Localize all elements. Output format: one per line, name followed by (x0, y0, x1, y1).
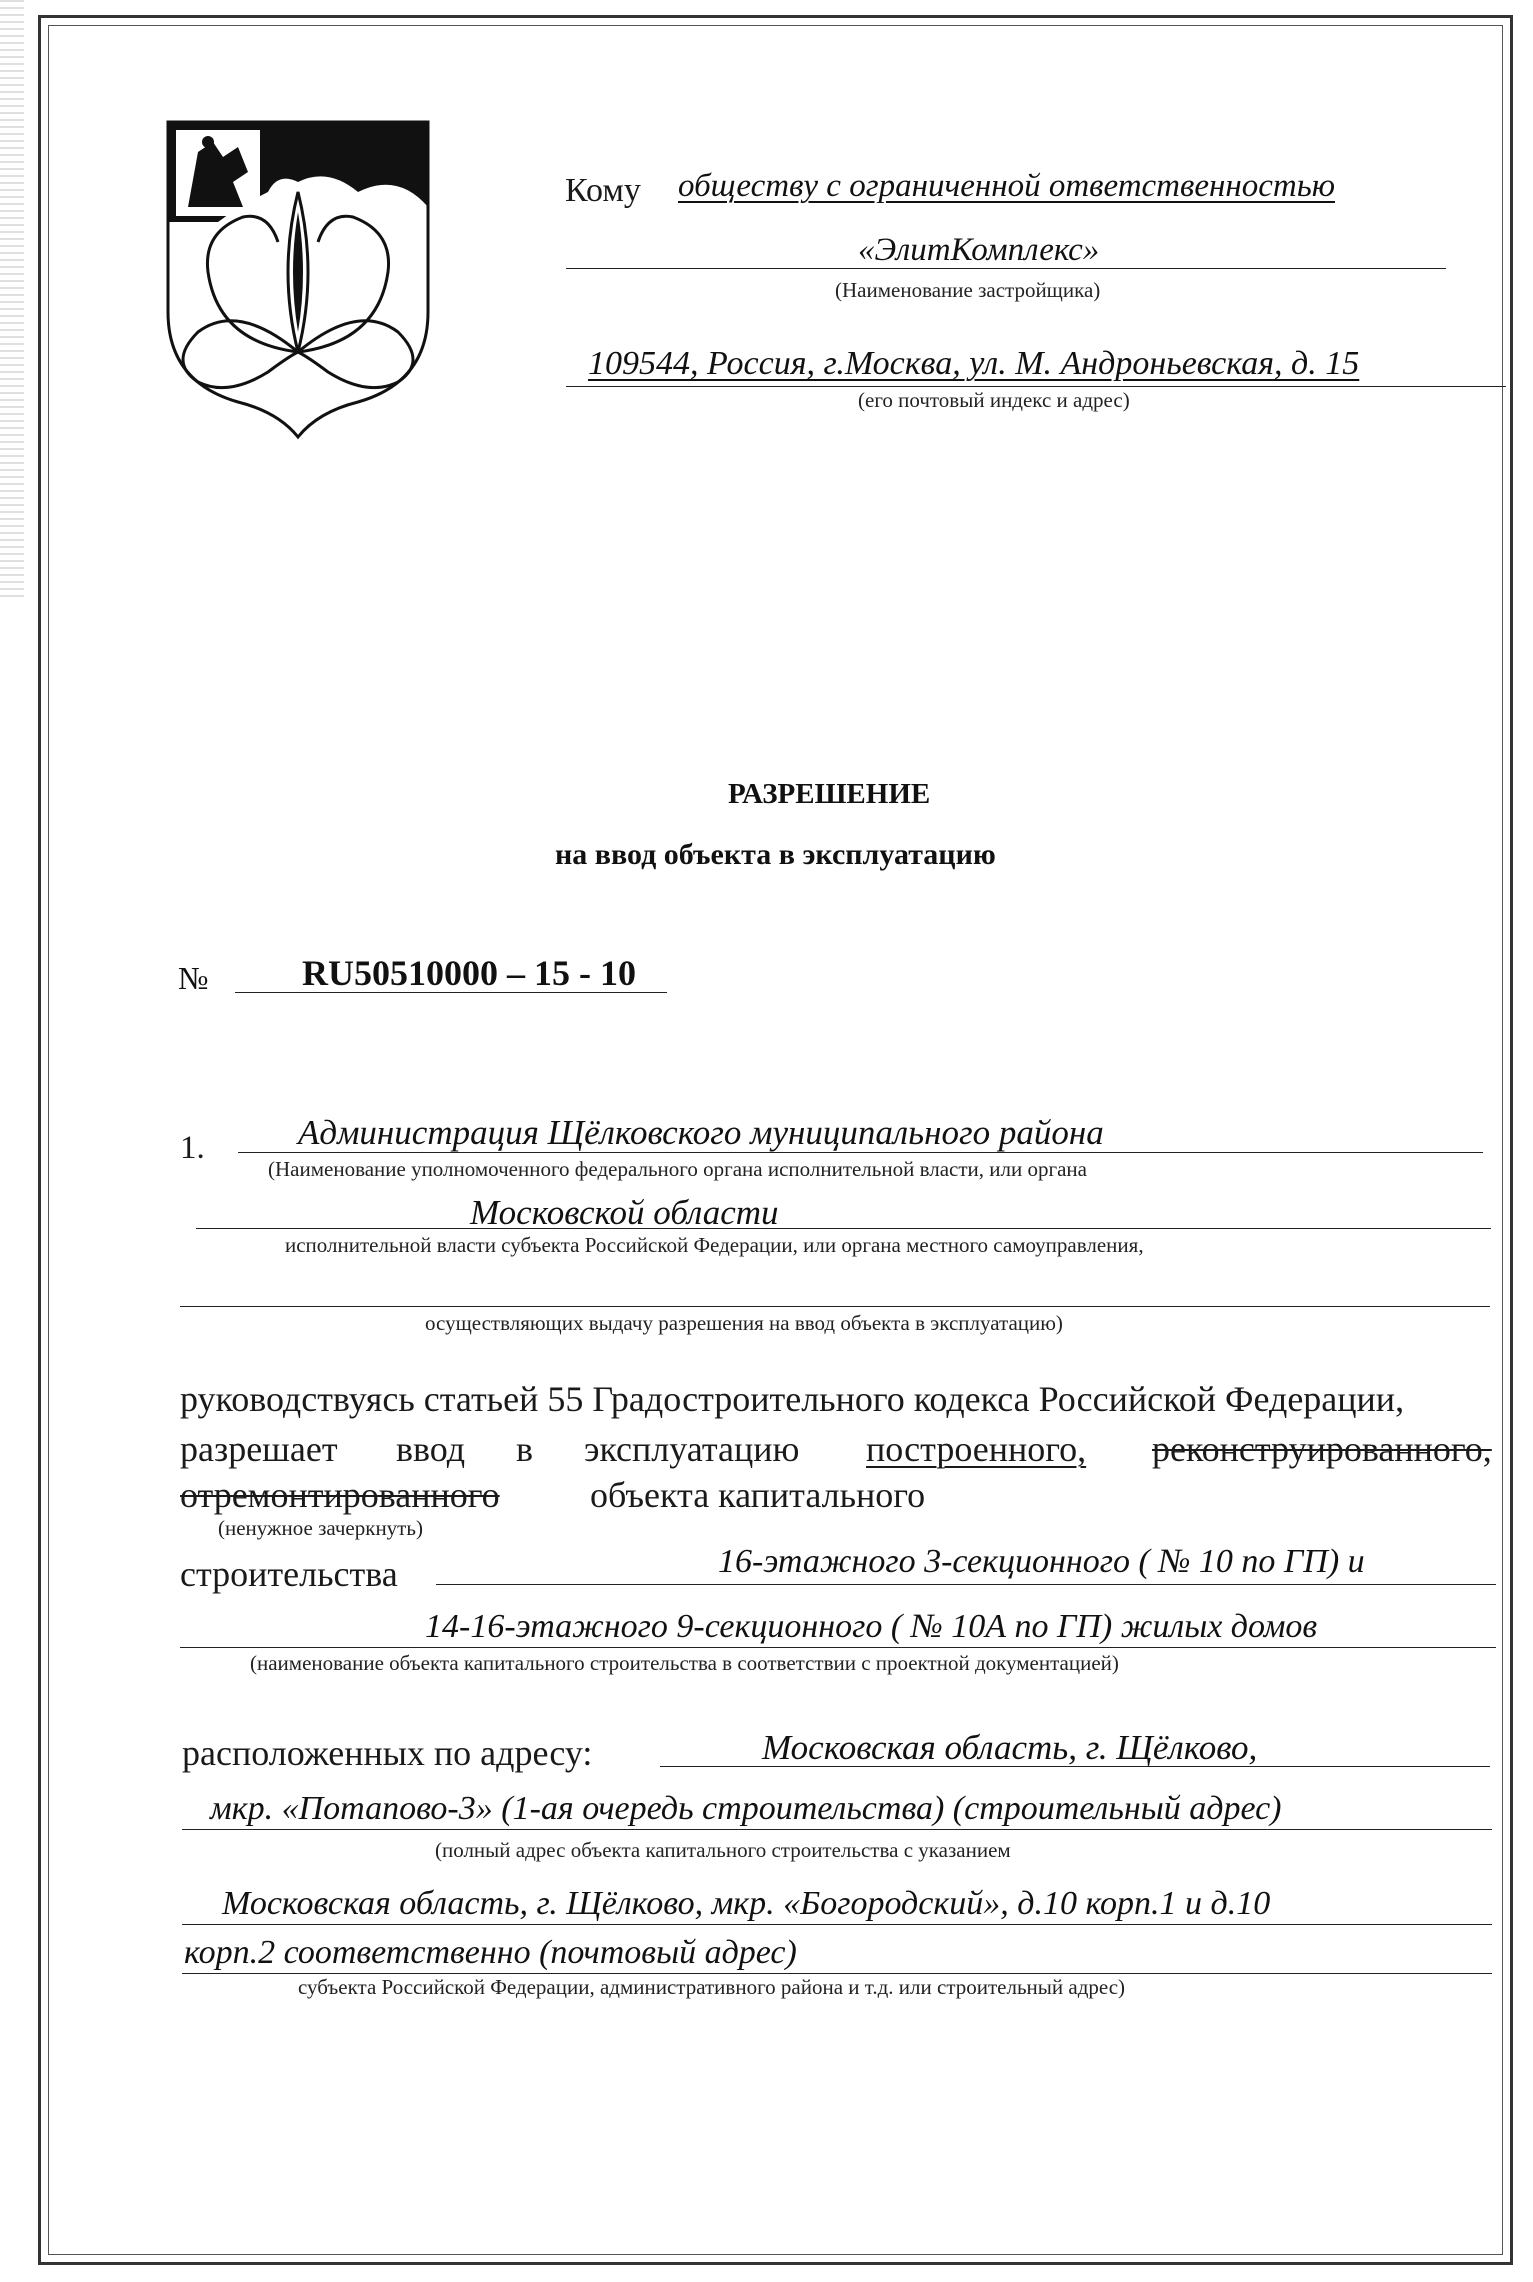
recipient-name-line2: «ЭлитКомплекс» (858, 232, 1100, 268)
komu-label: Кому (565, 172, 641, 209)
recipient-name-underline (566, 268, 1446, 269)
location-line3: Московская область, г. Щёлково, мкр. «Богородский», д.10 корп.1 и д.10 (222, 1885, 1271, 1922)
body-built: построенного, (866, 1429, 1087, 1469)
object-name-line1: 16-этажного 3-секционного ( № 10 по ГП) и (718, 1543, 1365, 1580)
recipient-name-line1: обществу с ограниченной ответственностью (678, 168, 1335, 204)
object-underline2 (180, 1647, 1496, 1648)
authority-caption3: осуществляющих выдачу разрешения на ввод объекта в эксплуатацию) (425, 1311, 1063, 1335)
body-object: объекта капитального (590, 1475, 926, 1515)
location-underline1 (660, 1766, 1490, 1767)
authority-caption2: исполнительной власти субъекта Российской Федерации, или органа местного самоуправления, (285, 1233, 1144, 1257)
recipient-address-caption: (его почтовый индекс и адрес) (858, 388, 1130, 412)
body-permits: разрешает (180, 1429, 338, 1469)
location-caption2: субъекта Российской Федерации, административного района и т.д. или строительный адрес) (298, 1975, 1126, 1999)
object-caption: (наименование объекта капитального строительства в соответствии с проектной документацией) (250, 1651, 1119, 1675)
body-construction: строительства (180, 1554, 398, 1594)
body-operation: эксплуатацию (584, 1429, 800, 1469)
authority-underline3 (180, 1306, 1490, 1307)
authority-underline2 (196, 1228, 1491, 1229)
location-underline3 (182, 1924, 1492, 1925)
location-underline4 (182, 1973, 1492, 1974)
authority-caption1: (Наименование уполномоченного федерального органа исполнительной власти, или органа (268, 1157, 1087, 1181)
object-underline1 (436, 1584, 1496, 1585)
strike-caption: (ненужное зачеркнуть) (218, 1516, 423, 1540)
authority-name-line2: Московской области (470, 1193, 779, 1232)
location-line1: Московская область, г. Щёлково, (762, 1728, 1258, 1767)
body-line1: руководствуясь статьей 55 Градостроительного кодекса Российской Федерации, (180, 1379, 1405, 1419)
body-reconstructed: реконструированного, (1152, 1429, 1492, 1469)
location-caption1: (полный адрес объекта капитального строительства с указанием (435, 1838, 1011, 1862)
permit-number-underline (235, 992, 667, 993)
authority-name-line1: Администрация Щёлковского муниципального района (298, 1113, 1104, 1152)
location-underline2 (182, 1829, 1492, 1830)
authority-index: 1. (180, 1130, 205, 1166)
body-repaired: отремонтированного (180, 1475, 500, 1515)
permit-number-label: № (178, 960, 209, 996)
location-label: расположенных по адресу: (182, 1733, 593, 1773)
body-into: в (516, 1429, 533, 1469)
document-title: РАЗРЕШЕНИЕ (728, 778, 931, 810)
location-line2: мкр. «Потапово-3» (1-ая очередь строительства) (строительный адрес) (210, 1790, 1282, 1827)
recipient-name-caption: (Наименование застройщика) (835, 278, 1101, 302)
document-subtitle: на ввод объекта в эксплуатацию (555, 838, 996, 871)
location-line4: корп.2 соответственно (почтовый адрес) (184, 1934, 797, 1971)
permit-number: RU50510000 – 15 - 10 (302, 953, 636, 993)
recipient-address-underline (566, 386, 1506, 387)
recipient-address: 109544, Россия, г.Москва, ул. М. Андроньевская, д. 15 (588, 345, 1360, 382)
authority-underline1 (238, 1152, 1483, 1153)
body-entry: ввод (396, 1429, 466, 1469)
object-name-line2: 14-16-этажного 9-секционного ( № 10А по ГП) жилых домов (425, 1608, 1318, 1645)
coat-of-arms-icon (158, 112, 438, 442)
scan-edge-noise (0, 0, 24, 600)
